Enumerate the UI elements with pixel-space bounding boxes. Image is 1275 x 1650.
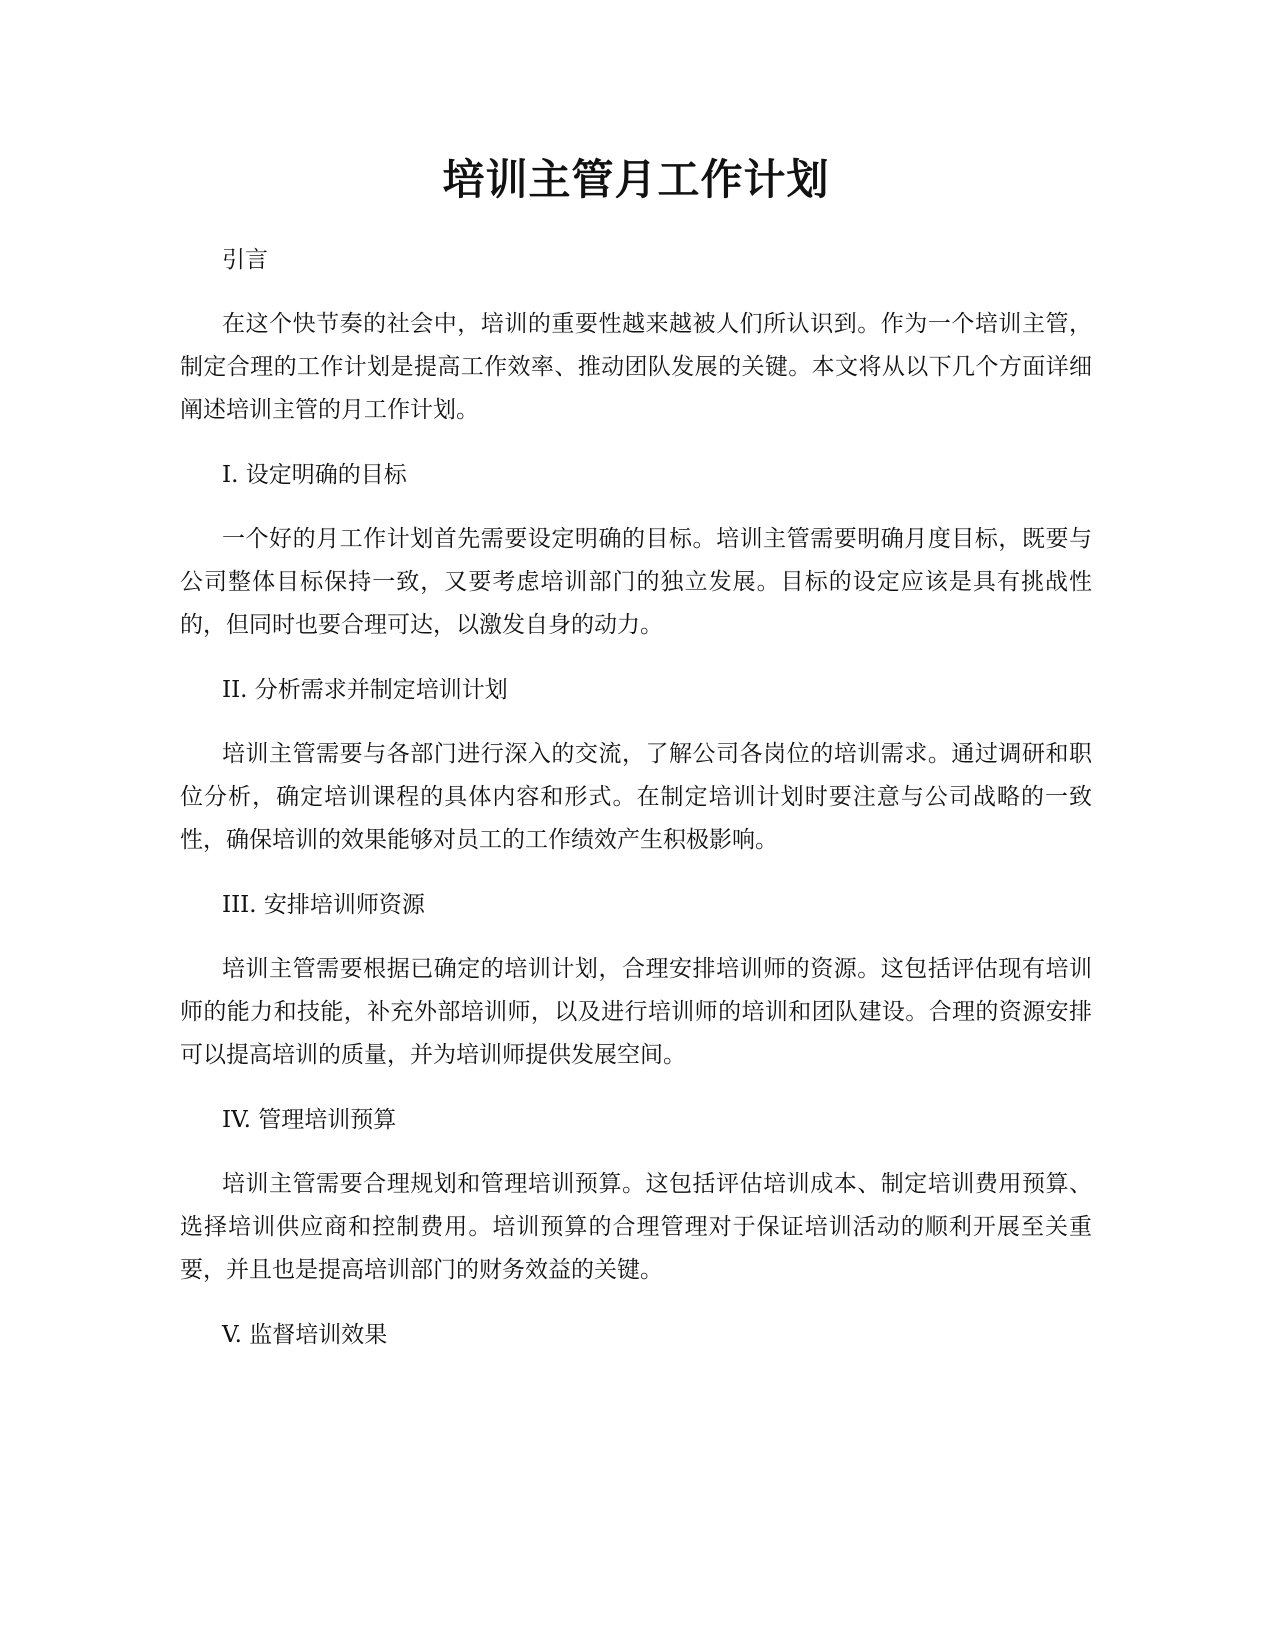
- document-page: [180, 0, 1092, 1650]
- section-heading-4: IV. 管理培训预算: [222, 1107, 397, 1133]
- section-paragraph-1: 一个好的月工作计划首先需要设定明确的目标。培训主管需要明确月度目标，既要与公司整体目标保持一致，又要考虑培训部门的独立发展。目标的设定应该是具有挑战性的，但同时也要合理可达，以激发自身的动力。: [180, 526, 1092, 638]
- section-heading-1: I. 设定明确的目标: [222, 462, 407, 488]
- section-paragraph-intro: 在这个快节奏的社会中，培训的重要性越来越被人们所认识到。作为一个培训主管，制定合理的工作计划是提高工作效率、推动团队发展的关键。本文将从以下几个方面详细阐述培训主管的月工作计划。: [180, 311, 1092, 423]
- section-heading-2: II. 分析需求并制定培训计划: [222, 677, 508, 703]
- section-heading-3: III. 安排培训师资源: [222, 892, 425, 918]
- section-paragraph-2: 培训主管需要与各部门进行深入的交流，了解公司各岗位的培训需求。通过调研和职位分析，确定培训课程的具体内容和形式。在制定培训计划时要注意与公司战略的一致性，确保培训的效果能够对员工的工作绩效产生积极影响。: [180, 741, 1092, 853]
- section-heading-intro: 引言: [222, 247, 268, 273]
- section-heading-5: V. 监督培训效果: [222, 1322, 388, 1348]
- document-body: [180, 242, 1092, 1378]
- document-title: 培训主管月工作计划: [442, 155, 830, 204]
- section-paragraph-3: 培训主管需要根据已确定的培训计划，合理安排培训师的资源。这包括评估现有培训师的能力和技能，补充外部培训师，以及进行培训师的培训和团队建设。合理的资源安排可以提高培训的质量，并为培训师提供发展空间。: [180, 956, 1092, 1068]
- section-paragraph-4: 培训主管需要合理规划和管理培训预算。这包括评估培训成本、制定培训费用预算、选择培训供应商和控制费用。培训预算的合理管理对于保证培训活动的顺利开展至关重要，并且也是提高培训部门的财务效益的关键。: [180, 1171, 1092, 1283]
